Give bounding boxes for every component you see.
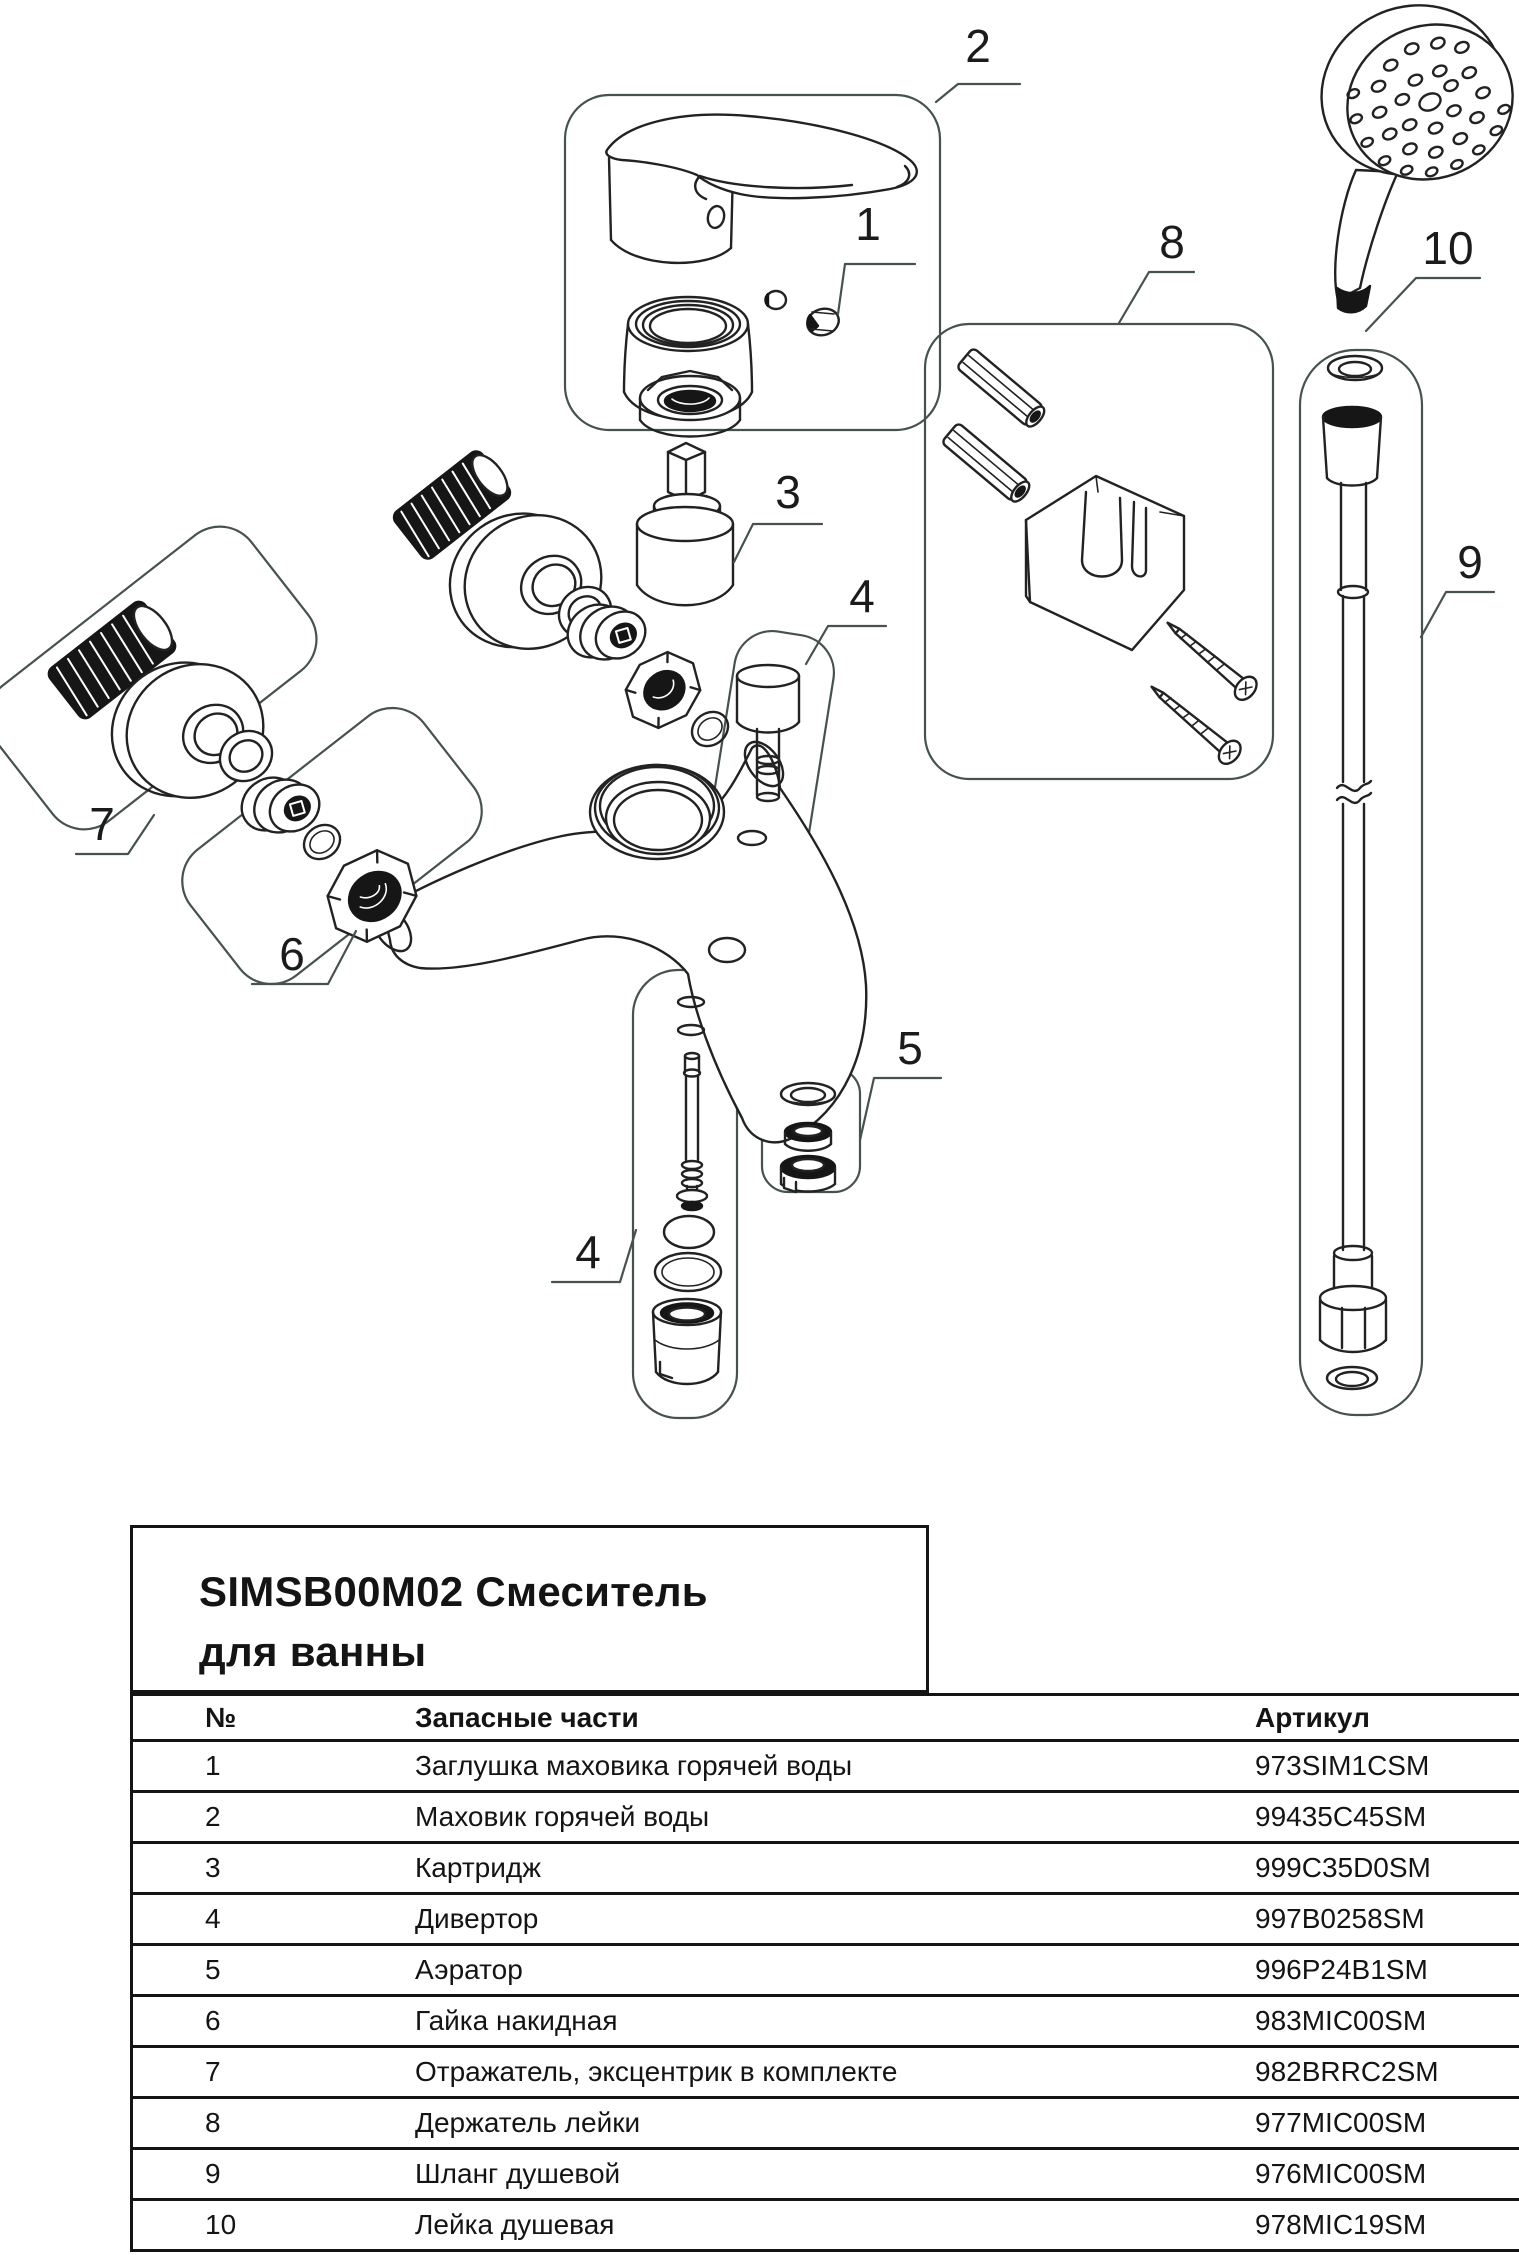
row-no: 6 (132, 1996, 416, 2047)
table-row (132, 2098, 1519, 2149)
callout-3 (734, 466, 822, 562)
callout-4-lower (552, 1226, 636, 1282)
hot-indicator-plug (765, 291, 842, 339)
row-sku: 973SIM1CSM (1255, 1741, 1519, 1792)
row-sku: 999C35D0SM (1255, 1843, 1519, 1894)
row-no: 5 (132, 1945, 416, 1996)
cartridge (637, 443, 733, 605)
row-sku: 978MIC19SM (1255, 2200, 1519, 2251)
model-title-line1: SIMSB00M02 Смеситель (199, 1568, 708, 1615)
table-row (132, 1741, 1519, 1792)
mounting-standoff-1 (956, 347, 1048, 430)
mounting-standoff-2 (941, 422, 1033, 505)
table-row (132, 1792, 1519, 1843)
callout-9-label: 9 (1457, 536, 1483, 588)
mounting-screw-1 (1159, 613, 1261, 704)
row-name: Отражатель, эксцентрик в комплекте (415, 2047, 1255, 2098)
row-sku: 977MIC00SM (1255, 2098, 1519, 2149)
model-title-line2: для ванны (199, 1627, 427, 1675)
callout-2 (936, 20, 1020, 102)
table-row (132, 1996, 1519, 2047)
header-name: Запасные части (415, 1695, 1255, 1741)
row-no: 4 (132, 1894, 416, 1945)
row-sku: 99435C45SM (1255, 1792, 1519, 1843)
callout-1 (838, 198, 915, 314)
callout-2-label: 2 (965, 20, 991, 72)
callout-4-lower-label: 4 (575, 1226, 601, 1278)
row-no: 2 (132, 1792, 416, 1843)
row-sku: 997B0258SM (1255, 1894, 1519, 1945)
shower-head (1294, 0, 1519, 312)
row-no: 10 (132, 2200, 416, 2251)
row-name: Лейка душевая (415, 2200, 1255, 2251)
callout-7-label: 7 (89, 798, 115, 850)
callout-3-label: 3 (775, 466, 801, 518)
callout-8 (1119, 216, 1194, 323)
header-sku: Артикул (1255, 1695, 1519, 1741)
callout-10-label: 10 (1422, 222, 1474, 274)
row-sku: 976MIC00SM (1255, 2149, 1519, 2200)
callout-4-upper (806, 570, 886, 664)
table-row (132, 1945, 1519, 1996)
mounting-screw-2 (1143, 677, 1245, 768)
row-sku: 982BRRC2SM (1255, 2047, 1519, 2098)
callout-6-label: 6 (279, 928, 305, 980)
row-name: Картридж (415, 1843, 1255, 1894)
row-name: Держатель лейки (415, 2098, 1255, 2149)
row-sku: 996P24B1SM (1255, 1945, 1519, 1996)
callout-4-upper-label: 4 (849, 570, 875, 622)
table-header-row (132, 1695, 1519, 1741)
row-name: Шланг душевой (415, 2149, 1255, 2200)
row-name: Маховик горячей воды (415, 1792, 1255, 1843)
row-no: 3 (132, 1843, 416, 1894)
callout-8-label: 8 (1159, 216, 1185, 268)
table-row (132, 2047, 1519, 2098)
cartridge-lock-ring (640, 371, 740, 437)
callout-7 (76, 798, 154, 854)
row-no: 7 (132, 2047, 416, 2098)
group-box-hose (1300, 350, 1422, 1415)
callout-1-label: 1 (855, 198, 881, 250)
shower-holder (1026, 476, 1184, 650)
table-row (132, 2200, 1519, 2251)
callout-5-label: 5 (897, 1022, 923, 1074)
row-name: Дивертор (415, 1894, 1255, 1945)
callout-5 (860, 1022, 941, 1140)
row-sku: 983MIC00SM (1255, 1996, 1519, 2047)
row-no: 1 (132, 1741, 416, 1792)
table-row (132, 1894, 1519, 1945)
row-no: 8 (132, 2098, 416, 2149)
callout-10 (1366, 222, 1480, 331)
spare-parts-table (130, 1693, 1519, 2252)
faucet-body (365, 735, 866, 1142)
row-name: Гайка накидная (415, 1996, 1255, 2047)
shower-hose (1320, 356, 1386, 1389)
model-info-box (130, 1525, 929, 1693)
row-name: Аэратор (415, 1945, 1255, 1996)
table-row (132, 1843, 1519, 1894)
row-name: Заглушка маховика горячей воды (415, 1741, 1255, 1792)
callout-9 (1421, 536, 1494, 637)
table-row (132, 2149, 1519, 2200)
callout-6 (252, 928, 356, 984)
header-no: № (132, 1695, 416, 1741)
aerator-seals (781, 1083, 835, 1192)
row-no: 9 (132, 2149, 416, 2200)
diverter-stem-set (653, 997, 721, 1384)
